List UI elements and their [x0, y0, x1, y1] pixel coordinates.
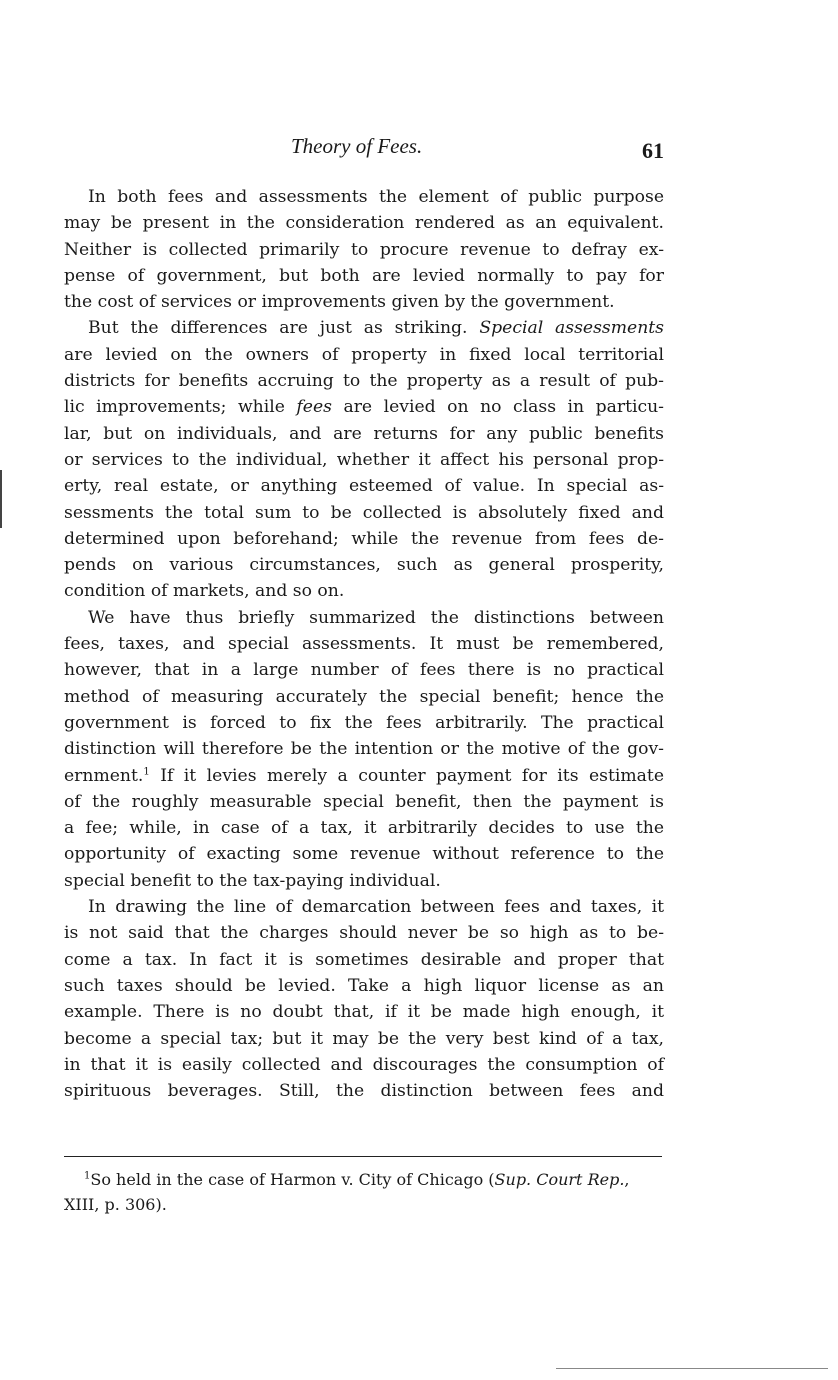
text-line: are levied on the owners of property in fixed local territorial: [64, 344, 664, 365]
text-line: a fee; while, in case of a tax, it arbitrarily decides to use the: [64, 818, 664, 839]
footnote: [64, 1167, 664, 1217]
text-segment: lic improvements; while: [64, 397, 285, 418]
text-line: determined upon beforehand; while the revenue from fees de-: [64, 528, 664, 549]
footnote-citation: Sup. Court Rep.: [494, 1170, 625, 1189]
text-line: such taxes should be levied. Take a high liquor license as an: [64, 975, 664, 996]
paragraph-3: [64, 605, 664, 894]
text-line: the cost of services or improvements given by the government.: [64, 292, 615, 313]
text-line: however, that in a large number of fees there is no practical: [64, 660, 664, 681]
text-line: example. There is no doubt that, if it be made high enough, it: [64, 1002, 664, 1023]
paragraph-4: [64, 894, 664, 1104]
paragraph-1: [64, 184, 664, 315]
text-line: districts for benefits accruing to the property as a result of pub-: [64, 371, 664, 392]
text-line: [64, 315, 664, 341]
paragraph-2: [64, 315, 664, 604]
text-line: pends on various circumstances, such as general prosperity,: [64, 555, 664, 576]
footnote-line: [64, 1167, 664, 1192]
text-line: lar, but on individuals, and are returns for any public benefits: [64, 423, 664, 444]
text-line: become a special tax; but it may be the very best kind of a tax,: [64, 1028, 664, 1049]
text-line: special benefit to the tax-paying individual.: [64, 870, 441, 891]
text-line: Neither is collected primarily to procure revenue to defray ex-: [64, 239, 664, 260]
text-line: In both fees and assessments the element of public purpose: [88, 187, 664, 207]
text-line: fees, taxes, and special assessments. It must be remembered,: [64, 634, 664, 655]
text-line: erty, real estate, or anything esteemed of value. In special as-: [64, 476, 664, 497]
text-line: distinction will therefore be the intention or the motive of the gov-: [64, 739, 664, 760]
running-title: Theory of Fees.: [291, 134, 423, 158]
page-number: 61: [642, 138, 664, 163]
text-line: [64, 394, 664, 420]
text-line: of the roughly measurable special benefit, then the payment is: [64, 791, 664, 812]
italic-term: Special assessments: [479, 318, 665, 339]
text-line: We have thus briefly summarized the distinctions between: [88, 607, 664, 628]
text-line: spirituous beverages. Still, the distinction between fees and: [64, 1081, 664, 1102]
text-line: method of measuring accurately the special benefit; hence the: [64, 686, 664, 707]
footnote-rule: [64, 1156, 662, 1157]
footnote-text: ,: [624, 1170, 630, 1189]
text-line: opportunity of exacting some revenue without reference to the: [64, 844, 664, 865]
footnote-marker: 1: [84, 1170, 91, 1182]
text-line: may be present in the consideration rendered as an equivalent.: [64, 213, 664, 234]
footnote-reference[interactable]: 1: [143, 765, 150, 777]
text-line: condition of markets, and so on.: [64, 581, 345, 602]
text-line: [64, 763, 664, 789]
footnote-text: So held in the case of Harmon v. City of Chicago (: [90, 1170, 495, 1189]
text-line: sessments the total sum to be collected is absolutely fixed and: [64, 502, 664, 523]
text-segment: are levied on no class in particu-: [343, 397, 664, 418]
text-segment: But the differences are just as striking.: [88, 318, 468, 339]
running-head: [64, 130, 664, 164]
text-segment: If it levies merely a counter payment for its estimate: [160, 765, 664, 786]
italic-term: fees: [296, 397, 332, 418]
text-line: come a tax. In fact it is sometimes desirable and proper that: [64, 949, 664, 970]
scan-bottom-line: [556, 1368, 828, 1369]
text-line: in that it is easily collected and discourages the consumption of: [64, 1054, 664, 1075]
text-line: or services to the individual, whether it affect his personal prop-: [64, 449, 664, 470]
body-text: [64, 184, 664, 1104]
text-segment: ernment.: [64, 765, 144, 786]
text-line: is not said that the charges should never be so high as to be-: [64, 923, 664, 944]
text-line: pense of government, but both are levied normally to pay for: [64, 265, 664, 286]
footnote-line: XIII, p. 306).: [64, 1195, 167, 1214]
scan-edge-mark: [0, 470, 8, 528]
text-line: In drawing the line of demarcation between fees and taxes, it: [88, 897, 664, 918]
text-line: government is forced to fix the fees arbitrarily. The practical: [64, 712, 664, 733]
